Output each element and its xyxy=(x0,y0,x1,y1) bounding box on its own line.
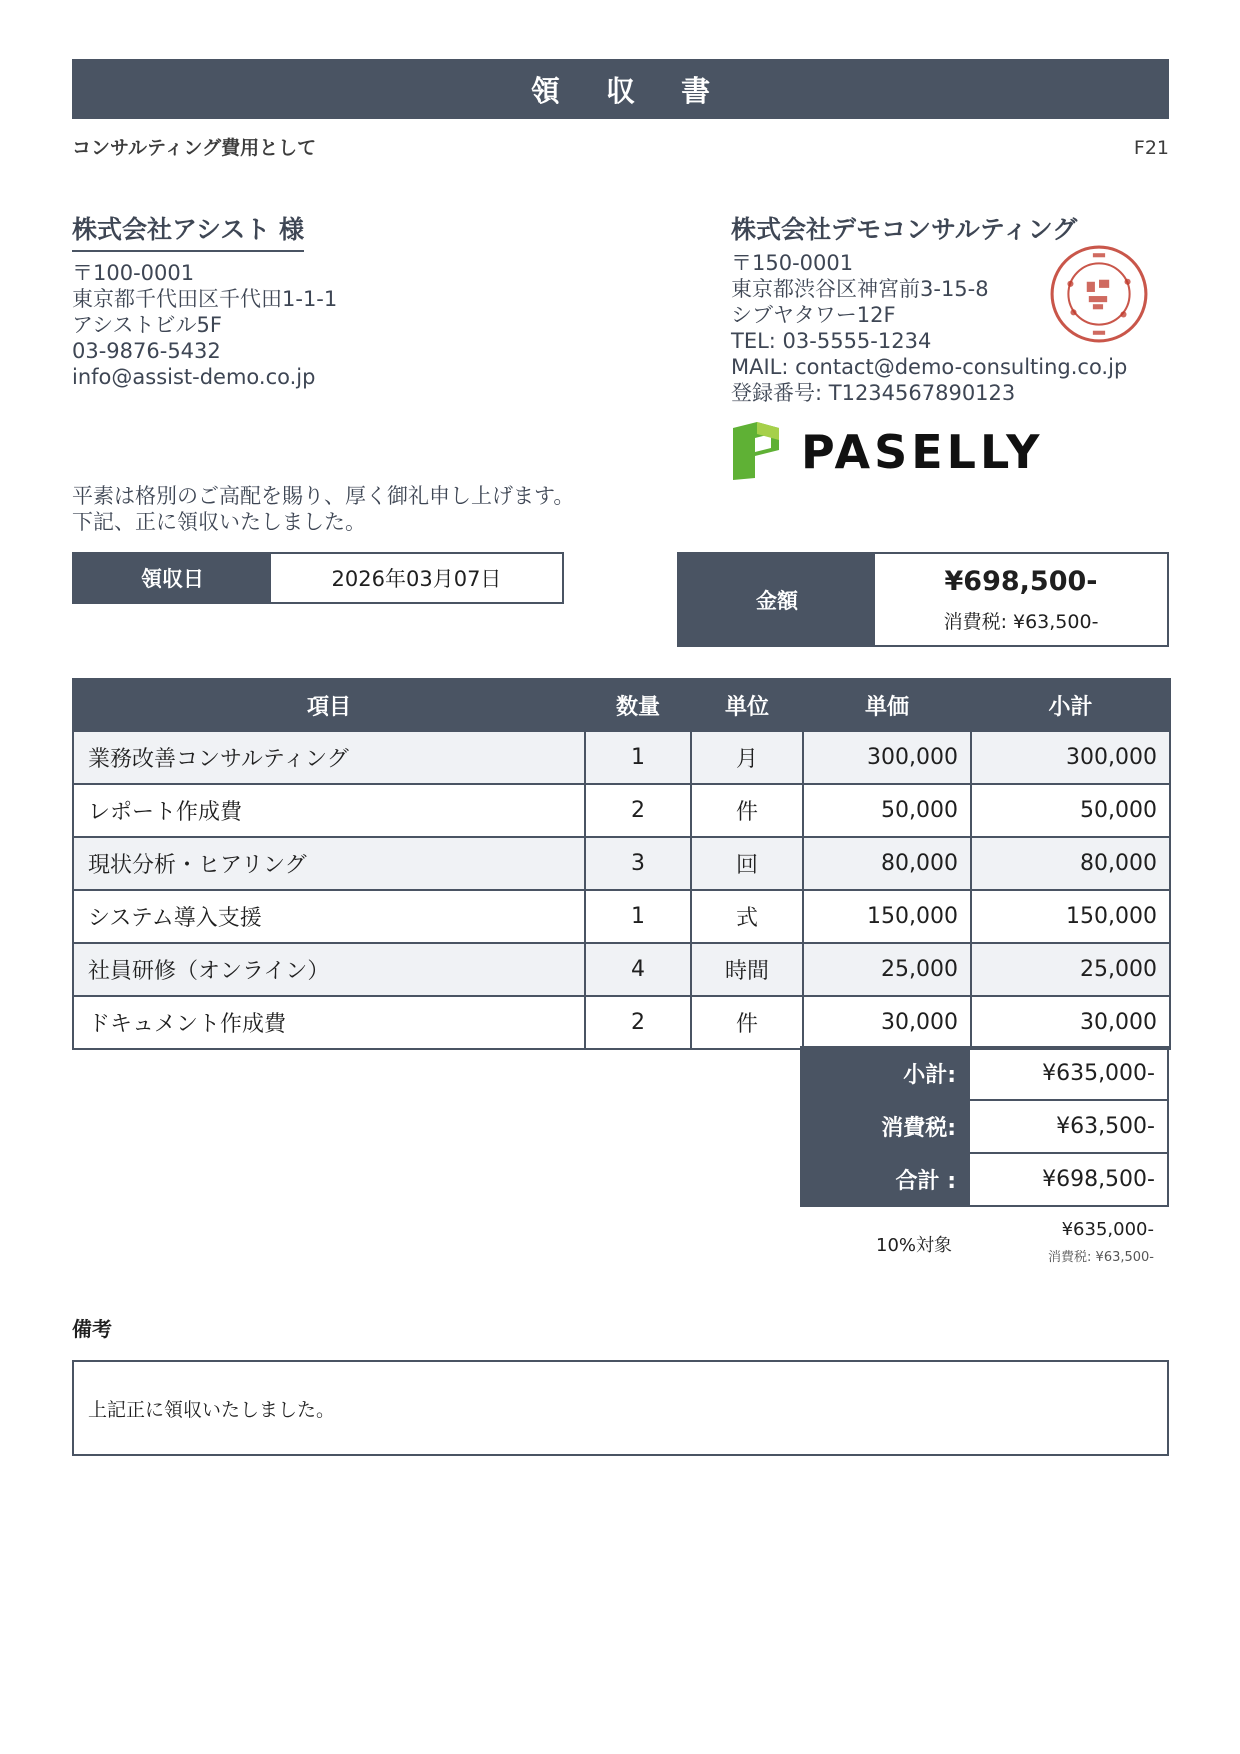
row-subtotal: 25,000 xyxy=(971,943,1170,996)
row-price: 30,000 xyxy=(803,996,971,1049)
tax-value: ¥63,500- xyxy=(969,1100,1168,1153)
client-name: 株式会社アシスト 様 xyxy=(72,210,304,252)
total-row xyxy=(801,1153,1168,1206)
tax-rate-label: 10%対象 xyxy=(876,1235,953,1256)
row-unit: 回 xyxy=(691,837,803,890)
line-items-table xyxy=(72,678,1171,1050)
row-item: 現状分析・ヒアリング xyxy=(73,837,585,890)
client-phone: 03-9876-5432 xyxy=(72,339,221,363)
issuer-mail: MAIL: contact@demo-consulting.co.jp xyxy=(731,355,1128,379)
table-row xyxy=(73,890,1170,943)
client-email: info@assist-demo.co.jp xyxy=(72,365,316,389)
issuer-postal: 〒150-0001 xyxy=(731,251,854,275)
total-label: 合計 : xyxy=(801,1153,969,1206)
tax-breakdown-amount: 消費税: ¥63,500- xyxy=(1048,1250,1154,1265)
header-subtotal: 小計 xyxy=(971,679,1170,731)
row-subtotal: 300,000 xyxy=(971,731,1170,784)
row-qty: 2 xyxy=(585,996,691,1049)
row-subtotal: 50,000 xyxy=(971,784,1170,837)
row-item: システム導入支援 xyxy=(73,890,585,943)
row-qty: 1 xyxy=(585,731,691,784)
total-value: ¥698,500- xyxy=(969,1153,1168,1206)
row-unit: 式 xyxy=(691,890,803,943)
tax-label: 消費税: xyxy=(801,1100,969,1153)
totals-table xyxy=(800,1046,1169,1207)
table-row xyxy=(73,784,1170,837)
amount-detail xyxy=(875,554,1167,645)
greeting xyxy=(72,483,574,535)
row-unit: 月 xyxy=(691,731,803,784)
issuer-name: 株式会社デモコンサルティング xyxy=(731,215,1078,244)
company-seal-stamp xyxy=(1048,243,1150,345)
row-price: 50,000 xyxy=(803,784,971,837)
receipt-subject: コンサルティング費用として xyxy=(72,137,317,159)
subtotal-label: 小計: xyxy=(801,1047,969,1100)
amount-value: ¥698,500- xyxy=(944,565,1098,597)
table-row xyxy=(73,837,1170,890)
table-row xyxy=(73,996,1170,1049)
greeting-line-2: 下記、正に領収いたしました。 xyxy=(72,510,366,534)
header-item: 項目 xyxy=(73,679,585,731)
notes-title: 備考 xyxy=(72,1317,112,1341)
header-qty: 数量 xyxy=(585,679,691,731)
svg-text:PASELLY: PASELLY xyxy=(801,425,1044,479)
row-item: 業務改善コンサルティング xyxy=(73,731,585,784)
row-item: ドキュメント作成費 xyxy=(73,996,585,1049)
amount-label: 金額 xyxy=(679,554,875,645)
issuer-address-2: シブヤタワー12F xyxy=(731,303,896,327)
row-subtotal: 30,000 xyxy=(971,996,1170,1049)
row-qty: 1 xyxy=(585,890,691,943)
client-info xyxy=(72,260,337,390)
header-unit: 単位 xyxy=(691,679,803,731)
row-subtotal: 80,000 xyxy=(971,837,1170,890)
receipt-date-label: 領収日 xyxy=(74,554,271,602)
table-row xyxy=(73,731,1170,784)
row-unit: 件 xyxy=(691,784,803,837)
greeting-line-1: 平素は格別のご高配を賜り、厚く御礼申し上げます。 xyxy=(72,484,575,508)
subtotal-value: ¥635,000- xyxy=(969,1047,1168,1100)
receipt-date-value: 2026年03月07日 xyxy=(331,567,502,591)
row-price: 300,000 xyxy=(803,731,971,784)
client-address-2: アシストビル5F xyxy=(72,313,222,337)
row-item: 社員研修（オンライン） xyxy=(73,943,585,996)
document-title: 領 収 書 xyxy=(72,59,1169,119)
row-qty: 4 xyxy=(585,943,691,996)
client-address-1: 東京都千代田区千代田1-1-1 xyxy=(72,287,338,311)
row-price: 25,000 xyxy=(803,943,971,996)
issuer-tel: TEL: 03-5555-1234 xyxy=(731,329,932,353)
receipt-date-box xyxy=(72,552,564,604)
amount-tax: 消費税: ¥63,500- xyxy=(943,610,1099,633)
amount-box xyxy=(677,552,1169,647)
row-qty: 2 xyxy=(585,784,691,837)
row-item: レポート作成費 xyxy=(73,784,585,837)
issuer-address-1: 東京都渋谷区神宮前3-15-8 xyxy=(731,277,989,301)
header-price: 単価 xyxy=(803,679,971,731)
row-price: 80,000 xyxy=(803,837,971,890)
client-postal: 〒100-0001 xyxy=(72,261,195,285)
tax-base-amount: ¥635,000- xyxy=(1061,1219,1154,1240)
table-row xyxy=(73,943,1170,996)
pasely-logo xyxy=(731,420,1051,482)
row-unit: 件 xyxy=(691,996,803,1049)
subtotal-row xyxy=(801,1047,1168,1100)
notes-box xyxy=(72,1360,1169,1456)
row-unit: 時間 xyxy=(691,943,803,996)
row-subtotal: 150,000 xyxy=(971,890,1170,943)
document-number: F21 xyxy=(1133,137,1169,159)
table-header-row xyxy=(73,679,1170,731)
notes-text: 上記正に領収いたしました。 xyxy=(88,1398,336,1421)
issuer-registration-number: 登録番号: T1234567890123 xyxy=(731,381,1016,405)
tax-row xyxy=(801,1100,1168,1153)
row-qty: 3 xyxy=(585,837,691,890)
row-price: 150,000 xyxy=(803,890,971,943)
